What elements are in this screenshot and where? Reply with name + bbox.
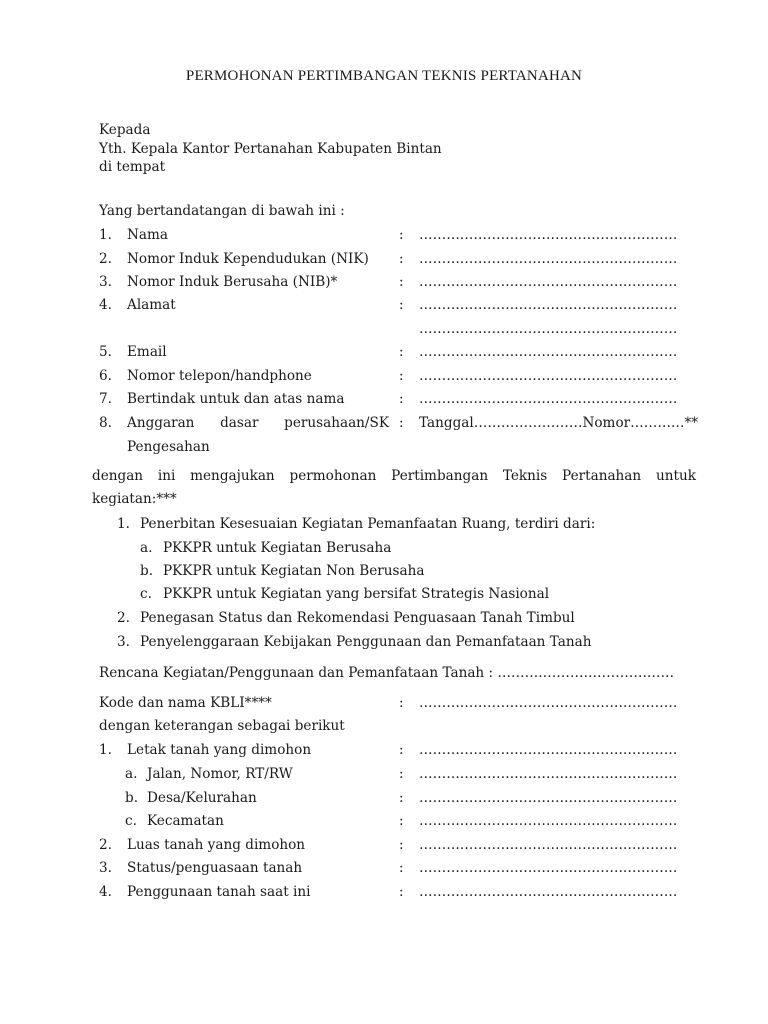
field-label-word: dasar: [220, 415, 259, 431]
request-word: untuk: [655, 468, 696, 484]
field-colon: :: [399, 251, 404, 267]
field-blank-date-number: Tanggal……………………Nomor…………**: [419, 415, 699, 431]
field-colon: :: [399, 837, 404, 853]
request-word: Teknis: [502, 468, 548, 484]
field-blank-village: …………………………………………………: [419, 790, 678, 806]
field-label-word: Anggaran: [127, 415, 195, 431]
field-colon: :: [399, 813, 404, 829]
field-blank-alamat: …………………………………………………: [419, 297, 678, 313]
field-blank-alamat-2: …………………………………………………: [419, 321, 678, 337]
field-blank-kbli: …………………………………………………: [419, 695, 678, 711]
activity-item: Penerbitan Kesesuaian Kegiatan Pemanfaatan Ruang, terdiri dari:: [140, 516, 596, 532]
request-word: ini: [157, 468, 176, 484]
request-paragraph-cont: kegiatan:***: [92, 491, 177, 507]
field-letter: c.: [125, 813, 137, 829]
activity-number: 2.: [117, 610, 130, 626]
field-label-village: Desa/Kelurahan: [147, 790, 257, 806]
field-blank-on-behalf: …………………………………………………: [419, 391, 678, 407]
page-title: PERMOHONAN PERTIMBANGAN TEKNIS PERTANAHAN: [185, 68, 583, 84]
field-number: 6.: [99, 368, 112, 384]
field-label-nib: Nomor Induk Berusaha (NIB)*: [127, 274, 338, 290]
activity-item: Penegasan Status dan Rekomendasi Penguasaan Tanah Timbul: [140, 610, 575, 626]
field-colon: :: [399, 884, 404, 900]
field-blank-nib: …………………………………………………: [419, 274, 678, 290]
activity-number: 3.: [117, 634, 130, 650]
field-label-word: perusahaan/SK: [284, 415, 389, 431]
field-number: 4.: [99, 884, 112, 900]
field-number: 1.: [99, 227, 112, 243]
field-colon: :: [399, 766, 404, 782]
kbli-label: Kode dan nama KBLI****: [99, 695, 272, 711]
field-blank-land-use: …………………………………………………: [419, 884, 678, 900]
field-letter: a.: [125, 766, 138, 782]
field-blank-street: …………………………………………………: [419, 766, 678, 782]
field-blank-phone: …………………………………………………: [419, 368, 678, 384]
activity-number: 1.: [117, 516, 130, 532]
field-colon: :: [399, 695, 404, 711]
sub-activity-letter: a.: [140, 540, 153, 556]
plan-line: Rencana Kegiatan/Penggunaan dan Pemanfataan Tanah : …………………………………: [99, 665, 675, 681]
field-colon: :: [399, 860, 404, 876]
field-number: 3.: [99, 274, 112, 290]
sub-activity-letter: c.: [140, 586, 152, 602]
field-colon: :: [399, 391, 404, 407]
field-number: 7.: [99, 391, 112, 407]
request-word: dengan: [92, 468, 144, 484]
field-label-district: Kecamatan: [147, 813, 224, 829]
field-label-alamat: Alamat: [127, 297, 176, 313]
field-number: 2.: [99, 837, 112, 853]
desc-intro: dengan keterangan sebagai berikut: [99, 718, 345, 734]
field-number: 3.: [99, 860, 112, 876]
field-colon: :: [399, 415, 404, 431]
recipient-to: Kepada: [99, 122, 151, 138]
field-blank-nama: …………………………………………………: [419, 227, 678, 243]
request-paragraph: [92, 467, 696, 485]
request-word: Pertimbangan: [391, 468, 489, 484]
field-number: 4.: [99, 297, 112, 313]
field-blank-land-status: …………………………………………………: [419, 860, 678, 876]
recipient-addressee: Yth. Kepala Kantor Pertanahan Kabupaten Bintan: [99, 141, 442, 157]
field-blank-nik: …………………………………………………: [419, 251, 678, 267]
field-number: 2.: [99, 251, 112, 267]
field-colon: :: [399, 742, 404, 758]
sub-activity-item: PKKPR untuk Kegiatan Non Berusaha: [163, 563, 425, 579]
sub-activity-item: PKKPR untuk Kegiatan Berusaha: [163, 540, 392, 556]
field-blank-email: …………………………………………………: [419, 344, 678, 360]
field-label-land-use: Penggunaan tanah saat ini: [127, 884, 311, 900]
intro-text: Yang bertandatangan di bawah ini :: [99, 203, 345, 219]
field-colon: :: [399, 790, 404, 806]
field-label-land-location: Letak tanah yang dimohon: [127, 742, 312, 758]
field-number: 8.: [99, 415, 112, 431]
field-label-phone: Nomor telepon/handphone: [127, 368, 312, 384]
field-label-nama: Nama: [127, 227, 168, 243]
sub-activity-item: PKKPR untuk Kegiatan yang bersifat Strategis Nasional: [163, 586, 550, 602]
recipient-place: di tempat: [99, 159, 166, 175]
field-number: 5.: [99, 344, 112, 360]
field-colon: :: [399, 297, 404, 313]
field-blank-district: …………………………………………………: [419, 813, 678, 829]
field-label-land-status: Status/penguasaan tanah: [127, 860, 303, 876]
field-blank-land-location: …………………………………………………: [419, 742, 678, 758]
field-label-land-area: Luas tanah yang dimohon: [127, 837, 306, 853]
request-word: permohonan: [289, 468, 377, 484]
field-colon: :: [399, 274, 404, 290]
field-colon: :: [399, 344, 404, 360]
sub-activity-letter: b.: [140, 563, 154, 579]
request-word: Pertanahan: [562, 468, 642, 484]
field-label-email: Email: [127, 344, 167, 360]
field-blank-land-area: …………………………………………………: [419, 837, 678, 853]
field-colon: :: [399, 227, 404, 243]
activity-item: Penyelenggaraan Kebijakan Penggunaan dan Pemanfataan Tanah: [140, 634, 592, 650]
field-label-on-behalf: Bertindak untuk dan atas nama: [127, 391, 345, 407]
field-label-street: Jalan, Nomor, RT/RW: [147, 766, 293, 782]
field-label-articles-cont: Pengesahan: [127, 439, 210, 455]
request-word: mengajukan: [190, 468, 275, 484]
field-letter: b.: [125, 790, 139, 806]
field-label-articles: [127, 414, 389, 432]
field-colon: :: [399, 368, 404, 384]
field-number: 1.: [99, 742, 112, 758]
field-label-nik: Nomor Induk Kependudukan (NIK): [127, 251, 369, 267]
